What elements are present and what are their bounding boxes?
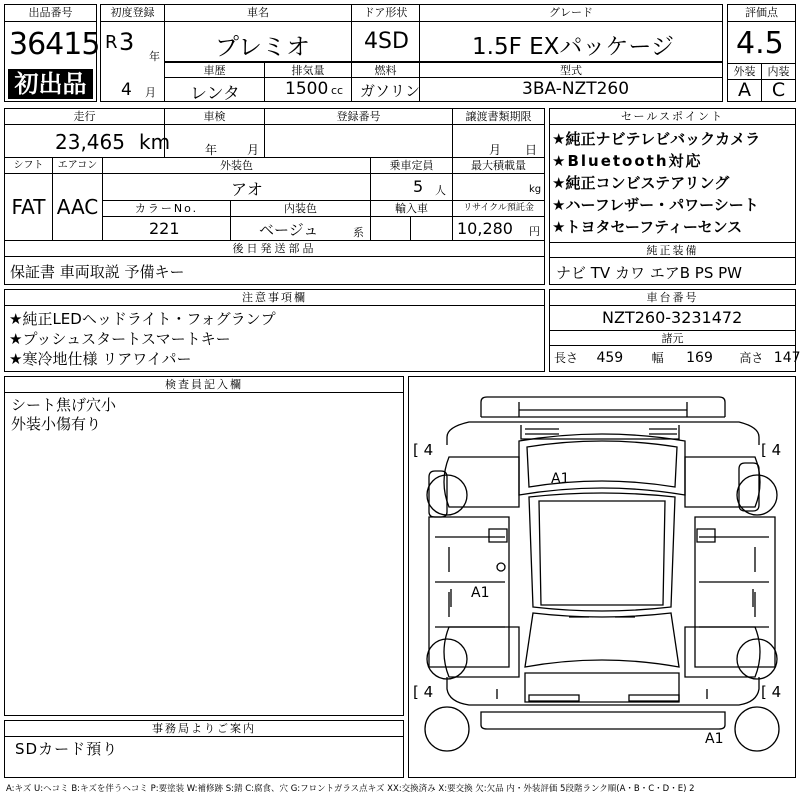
office-value: SDカード預り [15,740,119,758]
tire-front-left: [ 4 [413,441,434,459]
first-reg-era: R [105,32,118,53]
door-label: ドア形状 [352,5,420,22]
sales-point-item: ★トヨタセーフティーセンス [552,218,743,236]
chassis-block [549,289,801,372]
later-parts-label: 後日発送部品 [5,241,544,257]
damage-mark-left: A1 [471,585,490,601]
tire-rear-right: [ 4 [761,683,782,701]
ext-score-label: 外装 [728,63,762,80]
height-value: 147 [773,350,801,366]
office-block [4,720,404,778]
ext-color-label: 外装色 [103,158,371,174]
grade-label: グレード [420,5,722,22]
width-value: 169 [686,350,713,366]
damage-mark-hood: A1 [551,471,570,487]
sales-points-list [552,128,760,238]
sales-point-item: ★純正コンビステアリング [552,174,730,192]
mileage-value: 23,465 km [5,125,165,158]
chassis-value: NZT260-3231472 [602,308,743,327]
note-item: ★純正LEDヘッドライト・フォグランプ [9,310,276,328]
first-reg-month-cell: 4 月 [101,62,165,101]
recycle-value: 10,280 円 [453,217,544,241]
lot-block [4,4,100,102]
grade-value: 1.5F EXパッケージ [420,22,722,62]
model-code-value: 3BA-NZT260 [522,79,630,99]
inspection-label: 車検 [165,109,265,125]
equipment-value: ナビ TV カワ エアB PS PW [556,264,742,282]
mileage-label: 走行 [5,109,165,125]
import-label: 輸入車 [371,201,453,217]
int-score-label: 内装 [762,63,795,80]
door-value: 4SD [352,22,420,62]
shift-label: シフト [5,158,53,174]
reg-no-value [265,125,453,158]
tire-rear-left: [ 4 [413,683,434,701]
score-label: 評価点 [728,5,795,22]
sales-point-item: ★純正ナビテレビバックカメラ [552,130,761,148]
inspector-note: シート焦げ穴小 [11,396,117,414]
length-label: 長さ [554,351,579,365]
note-item: ★寒冷地仕様 リアワイパー [9,350,192,368]
car-diagram [408,376,796,778]
dims-row [554,349,801,366]
inspector-note: 外装小傷有り [11,415,102,433]
displacement-value: 1500 cc [265,78,352,101]
inspector-label: 検査員記入欄 [5,377,403,393]
height-label: 高さ [739,351,764,365]
shift-value: FAT [5,174,53,241]
first-reg-year-unit: 年 [149,50,160,63]
inspector-block [4,376,404,716]
length-value: 459 [596,350,624,366]
int-color-value: ベージュ 系 [231,217,371,241]
int-color-label: 内装色 [231,201,371,217]
first-reg-year: 3 [119,28,135,56]
fuel-value: ガソリン [352,78,420,101]
color-no-value: 221 [103,217,231,241]
sales-points-block [549,108,796,285]
import-value [371,217,411,241]
equipment-label: 純正装備 [550,242,795,258]
capacity-label: 乗車定員 [371,158,453,174]
sales-point-item: ★Bluetooth対応 [552,152,703,170]
car-name-value: プレミオ [165,22,352,62]
later-parts-value: 保証書 車両取説 予備キー [10,263,185,281]
import-value-2 [411,217,453,241]
score-block [727,4,796,102]
max-load-value: kg [453,174,544,201]
inspector-notes [11,396,116,434]
notes-label: 注意事項欄 [5,290,544,306]
displacement-label: 排気量 [265,62,352,78]
first-listing-badge: 初出品 [8,69,93,99]
lot-label: 出品番号 [5,5,96,22]
sales-points-label: セールスポイント [550,109,795,125]
note-item: ★プッシュスタートスマートキー [9,330,231,348]
reg-no-label: 登録番号 [265,109,453,125]
car-diagram-svg [409,377,795,777]
lot-number: 36415 [9,27,100,62]
transfer-label: 譲渡書類期限 [453,109,544,125]
ext-color-value: アオ [103,174,371,201]
ac-label: エアコン [53,158,103,174]
car-name-label: 車名 [165,5,352,22]
width-label: 幅 [651,351,664,365]
transfer-value: 月 日 [453,125,544,158]
int-score-value: C [771,79,786,101]
max-load-label: 最大積載量 [453,158,544,174]
dims-label: 諸元 [550,330,795,346]
office-label: 事務局よりご案内 [5,721,403,737]
legend-footer: A:キズ U:ヘコミ B:キズを伴うヘコミ P:要塗装 W:補修跡 S:錆 C:腐食、穴 G:フロントガラス点キズ XX:交換済み X:要交換 欠:欠品 内・外装評価 5段階ランク順(A・B・C・D・E) 2 [6,784,695,794]
score-value: 4.5 [736,26,784,61]
tire-front-right: [ 4 [761,441,782,459]
ac-value: AAC [53,174,103,241]
recycle-label: リサイクル預託金 [453,201,544,217]
model-code-label: 型式 [420,62,722,78]
ext-score-value: A [728,80,762,101]
sales-point-item: ★ハーフレザー・パワーシート [552,196,759,214]
first-reg-year-cell [101,22,165,62]
history-label: 車歴 [165,62,265,78]
first-reg-label: 初度登録 [101,5,165,22]
capacity-value: 5 人 [371,174,453,201]
color-no-label: カラーNo. [103,201,231,217]
inspection-value: 年 月 [165,125,265,158]
history-value: レンタ [165,78,265,101]
notes-list [9,309,276,369]
fuel-label: 燃料 [352,62,420,78]
chassis-label: 車台番号 [550,290,795,306]
notes-block [4,289,545,372]
damage-mark-rear: A1 [705,731,724,747]
